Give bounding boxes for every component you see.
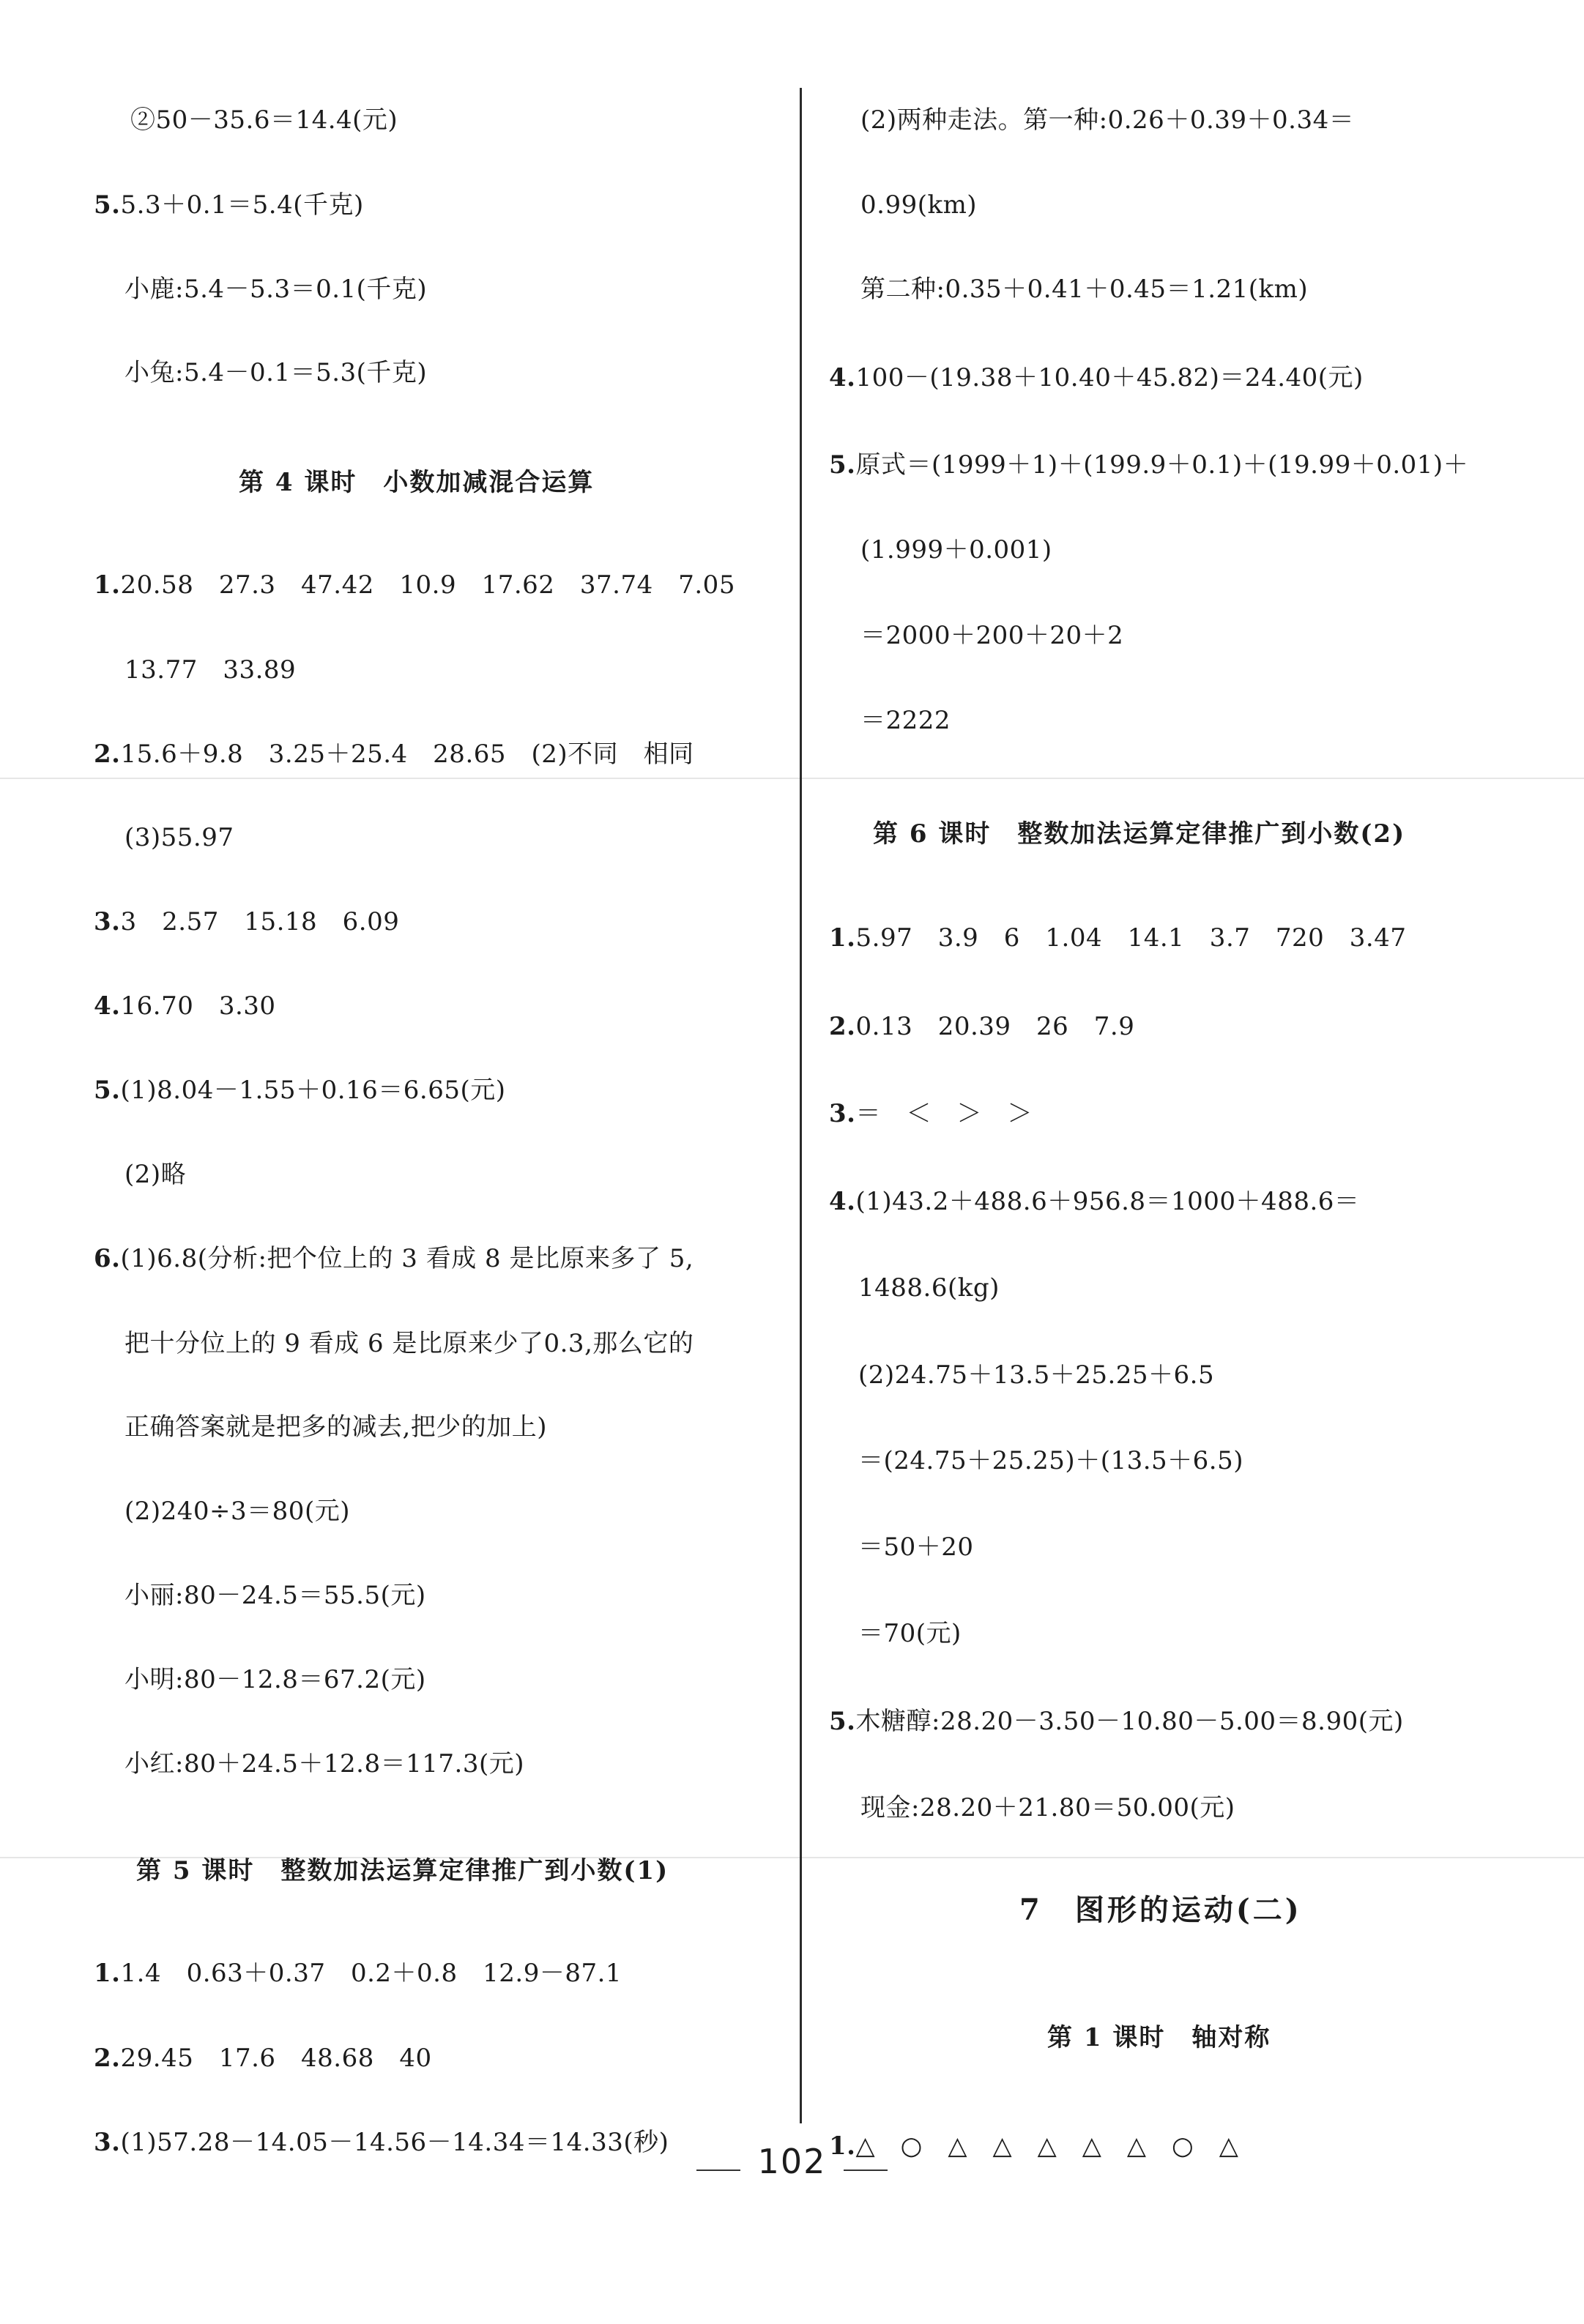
answer-line: 小鹿:5.4－5.3＝0.1(千克)	[124, 275, 428, 304]
answer-line: 5.5.3＋0.1＝5.4(千克)	[94, 190, 364, 220]
answer-line: (2)两种走法。第一种:0.26＋0.39＋0.34＝	[860, 105, 1355, 135]
answer-line: 4.100－(19.38＋10.40＋45.82)＝24.40(元)	[829, 363, 1364, 392]
answer-line: 正确答案就是把多的减去,把少的加上)	[124, 1412, 548, 1442]
answer-line: 小兔:5.4－0.1＝5.3(千克)	[124, 358, 428, 387]
lesson-heading: 第 6 课时 整数加法运算定律推广到小数(2)	[873, 819, 1406, 849]
footer-dash	[696, 2170, 740, 2171]
answer-line: 小红:80＋24.5＋12.8＝117.3(元)	[124, 1749, 524, 1779]
answer-line: 4.16.70 3.30	[94, 991, 276, 1021]
answer-line: (1.999＋0.001)	[860, 535, 1052, 565]
answer-line: 5.原式＝(1999＋1)＋(199.9＋0.1)＋(19.99＋0.01)＋	[829, 450, 1469, 480]
fold-line	[0, 778, 1584, 779]
answer-line: 小丽:80－24.5＝55.5(元)	[124, 1581, 426, 1610]
answer-line: (2)略	[124, 1160, 187, 1189]
answer-line: 2.15.6＋9.8 3.25＋25.4 28.65 (2)不同 相同	[94, 740, 694, 769]
answer-line: 1488.6(kg)	[858, 1273, 1000, 1303]
answer-line: 2.0.13 20.39 26 7.9	[829, 1012, 1135, 1041]
answer-line: (2)240÷3＝80(元)	[124, 1497, 350, 1526]
answer-line: ＝2000＋200＋20＋2	[860, 621, 1124, 650]
answer-line: (3)55.97	[124, 823, 234, 852]
page-footer	[0, 2142, 1584, 2181]
answer-line: 6.(1)6.8(分析:把个位上的 3 看成 8 是比原来多了 5,	[94, 1244, 694, 1273]
answer-line: 13.77 33.89	[124, 655, 297, 685]
answer-line: 1.5.97 3.9 6 1.04 14.1 3.7 720 3.47	[829, 923, 1407, 953]
answer-line: 把十分位上的 9 看成 6 是比原来少了0.3,那么它的	[124, 1329, 694, 1358]
answer-line: ＝50＋20	[858, 1532, 974, 1562]
chapter-heading: 7 图形的运动(二)	[1019, 1893, 1302, 1927]
answer-line: 3.3 2.57 15.18 6.09	[94, 907, 400, 936]
answer-line: 1.20.58 27.3 47.42 10.9 17.62 37.74 7.05	[94, 570, 735, 600]
answer-line: 0.99(km)	[860, 190, 978, 220]
answer-line: 5.木糖醇:28.20－3.50－10.80－5.00＝8.90(元)	[829, 1707, 1404, 1736]
answer-line: 3.＝ ＜ ＞ ＞	[829, 1099, 1033, 1128]
footer-dash	[844, 2170, 888, 2171]
answer-line: 2.29.45 17.6 48.68 40	[94, 2044, 432, 2073]
answer-line: ＝(24.75＋25.25)＋(13.5＋6.5)	[858, 1446, 1244, 1475]
answer-line: 第二种:0.35＋0.41＋0.45＝1.21(km)	[860, 275, 1309, 304]
answer-line: 现金:28.20＋21.80＝50.00(元)	[860, 1793, 1235, 1822]
answer-line: 小明:80－12.8＝67.2(元)	[124, 1665, 426, 1694]
lesson-heading: 第 5 课时 整数加法运算定律推广到小数(1)	[136, 1856, 669, 1885]
answer-line: (2)24.75＋13.5＋25.25＋6.5	[858, 1360, 1215, 1390]
answer-line: 3.(1)57.28－14.05－14.56－14.34＝14.33(秒)	[94, 2128, 669, 2157]
answer-line: 4.(1)43.2＋488.6＋956.8＝1000＋488.6＝	[829, 1187, 1360, 1216]
answer-line: 1.1.4 0.63＋0.37 0.2＋0.8 12.9－87.1	[94, 1959, 622, 1988]
lesson-heading: 第 4 课时 小数加减混合运算	[239, 468, 595, 497]
answer-line: ②50－35.6＝14.4(元)	[130, 105, 398, 135]
answer-line: ＝70(元)	[858, 1619, 962, 1648]
answer-line: ＝2222	[860, 706, 951, 735]
lesson-heading: 第 1 课时 轴对称	[1047, 2023, 1271, 2052]
answer-line: 5.(1)8.04－1.55＋0.16＝6.65(元)	[94, 1076, 506, 1105]
answer-line: 1.△ ○ △ △ △ △ △ ○ △	[829, 2131, 1239, 2161]
page-number: 102	[757, 2142, 827, 2181]
column-divider	[800, 88, 802, 2123]
